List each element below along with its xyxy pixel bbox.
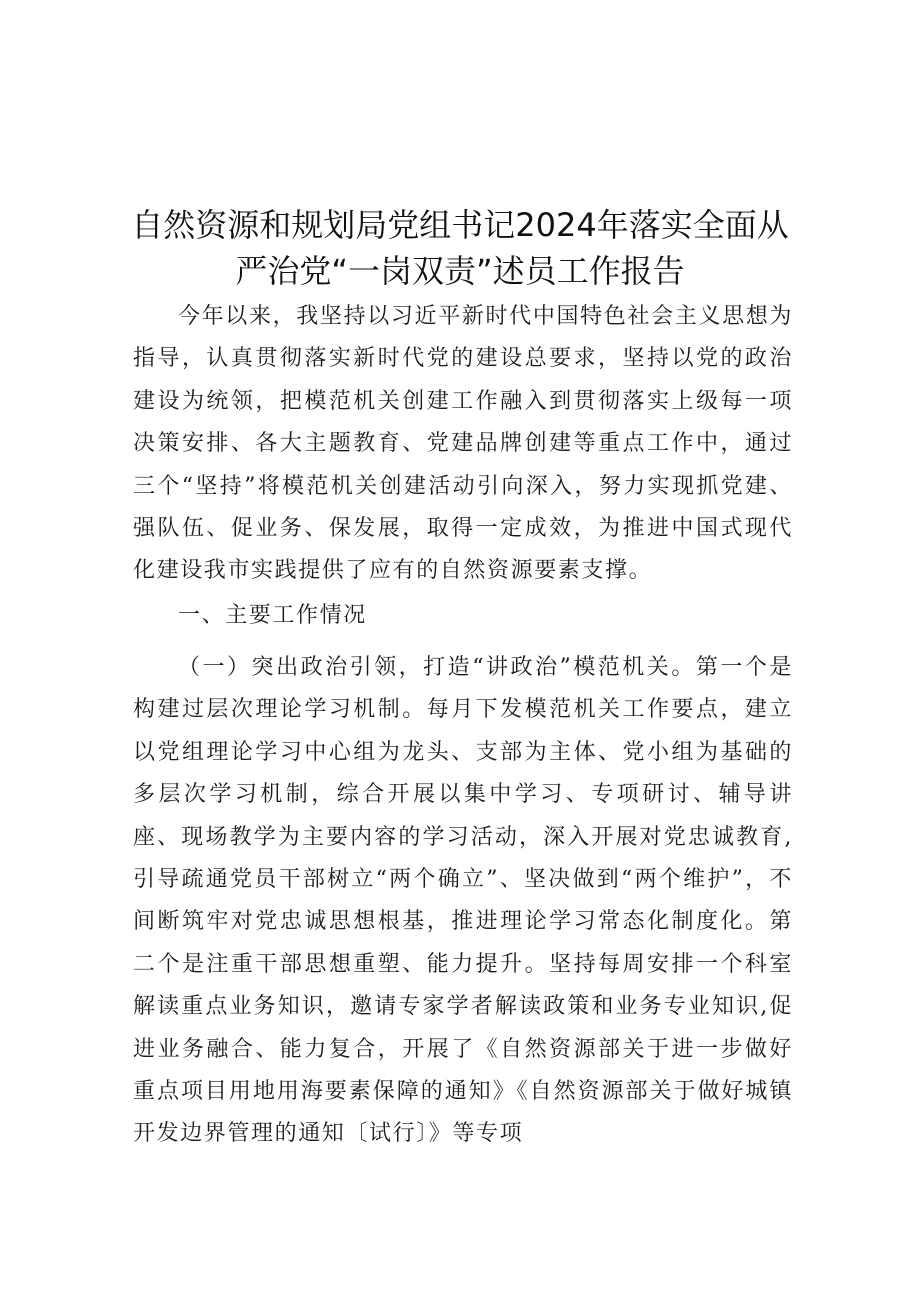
title-line-2: 严治党“一岗双责”述员工作报告 — [235, 252, 685, 290]
intro-paragraph: 今年以来，我坚持以习近平新时代中国特色社会主义思想为指导，认真贯彻落实新时代党的建设总要求，坚持以党的政治建设为统领，把模范机关创建工作融入到贯彻落实上级每一项决策安排、各大主题教育、党建品牌创建等重点工作中，通过三个“坚持”将模范机关创建活动引向深入，努力实现抓党建、强队伍、促业务、保发展，取得一定成效，为推进中国式现代化建设我市实践提供了应有的自然资源要素支撑。 — [133, 304, 793, 584]
document-title — [100, 202, 820, 294]
title-line-1: 自然资源和规划局党组书记2024年落实全面从 — [131, 206, 789, 244]
section-heading: 一、主要工作情况 — [178, 603, 367, 628]
subsection-paragraph: （一）突出政治引领，打造“讲政治”模范机关。第一个是构建过层次理论学习机制。每月下发模范机关工作要点，建立以党组理论学习中心组为龙头、支部为主体、党小组为基础的多层次学习机制，综合开展以集中学习、专项研讨、辅导讲座、现场教学为主要内容的学习活动，深入开展对党忠诚教育,引导疏通党员干部树立“两个确立”、坚决做到“两个维护”，不间断筑牢对党忠诚思想根基，推进理论学习常态化制度化。第二个是注重干部思想重塑、能力提升。坚持每周安排一个科室解读重点业务知识，邀请专家学者解读政策和业务专业知识,促进业务融合、能力复合，开展了《自然资源部关于进一步做好重点项目用地用海要素保障的通知》《自然资源部关于做好城镇开发边界管理的通知〔试行〕》等专项 — [133, 655, 793, 1147]
